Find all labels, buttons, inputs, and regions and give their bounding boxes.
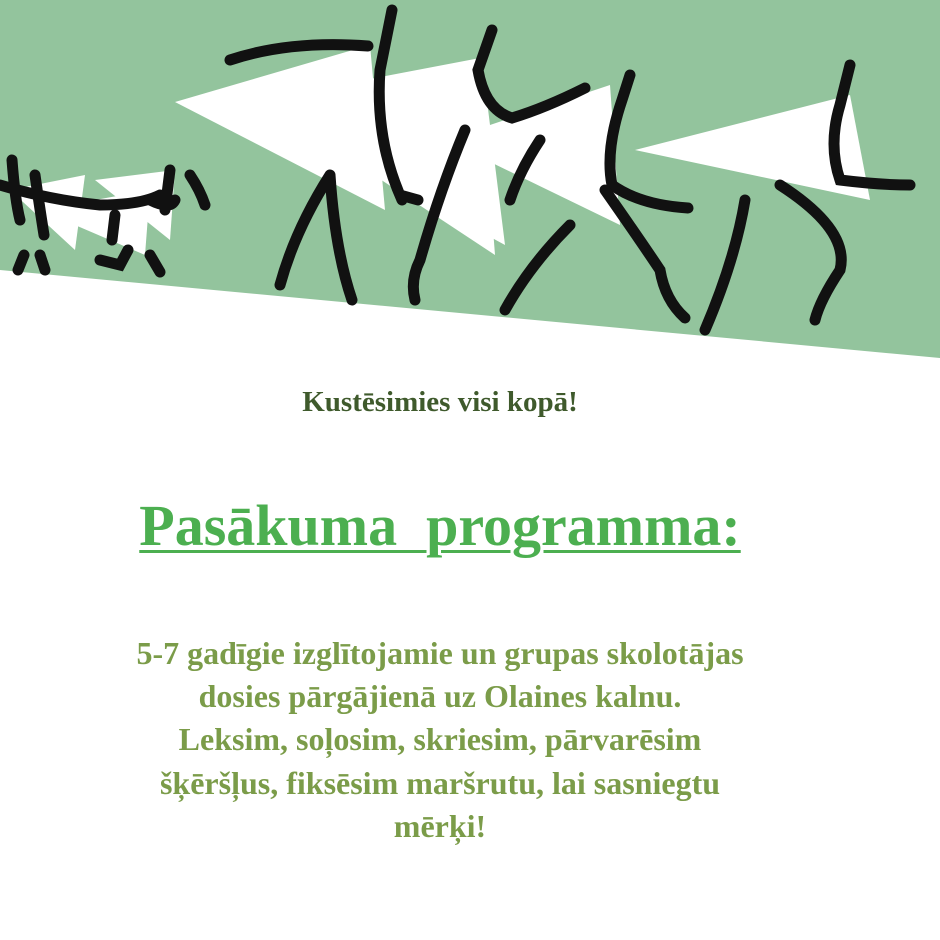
description-line-1: 5-7 gadīgie izglītojamie un grupas skolotājas bbox=[136, 635, 744, 671]
subtitle: Kustēsimies visi kopā! bbox=[302, 386, 578, 418]
description-line-5: mērķi! bbox=[393, 807, 487, 844]
description-line-4: šķēršļus, fiksēsim maršrutu, lai sasniegtu bbox=[159, 764, 721, 801]
banner-illustration bbox=[0, 0, 940, 360]
program-description bbox=[30, 632, 850, 848]
program-heading: Pasākuma programma: bbox=[139, 493, 741, 558]
description-line-3: Leksim, soļosim, skriesim, pārvarēsim bbox=[178, 721, 702, 758]
description-line-2: dosies pārgājienā uz Olaines kalnu. bbox=[198, 678, 682, 715]
